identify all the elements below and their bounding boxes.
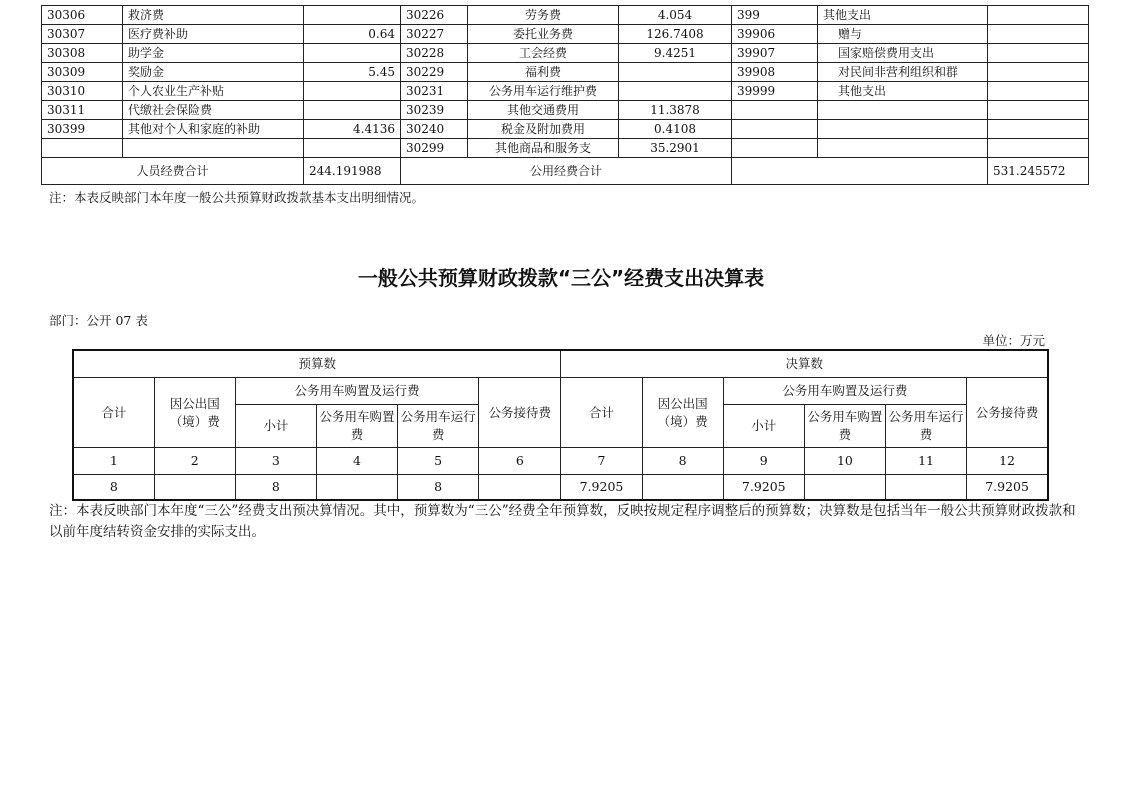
detail-table-row — [42, 139, 1089, 158]
amount-cell — [988, 82, 1089, 101]
column-number-cell: 5 — [398, 448, 479, 475]
column-number-cell: 9 — [723, 448, 804, 475]
personnel-total-label: 人员经费合计 — [42, 158, 304, 185]
value-cell: 8 — [73, 475, 154, 501]
column-number-cell: 1 — [73, 448, 154, 475]
item-name-cell: 医疗费补助 — [123, 25, 304, 44]
amount-cell — [304, 101, 401, 120]
value-cell — [316, 475, 397, 501]
amount-cell: 35.2901 — [619, 139, 732, 158]
value-cell — [154, 475, 235, 501]
amount-cell — [304, 82, 401, 101]
detail-table-row — [42, 82, 1089, 101]
budget-car-purchase-header: 公务用车购置费 — [316, 405, 397, 448]
amount-cell — [619, 63, 732, 82]
econ-code-cell: 30307 — [42, 25, 123, 44]
econ-code-cell: 39906 — [732, 25, 818, 44]
item-name-cell: 助学金 — [123, 44, 304, 63]
amount-cell — [619, 82, 732, 101]
amount-cell — [988, 6, 1089, 25]
sangong-expenditure-table — [72, 349, 1049, 501]
econ-code-cell: 30310 — [42, 82, 123, 101]
detail-table-note: 注：本表反映部门本年度一般公共预算财政拨款基本支出明细情况。 — [49, 190, 425, 205]
value-cell — [804, 475, 885, 501]
amount-cell: 0.64 — [304, 25, 401, 44]
budget-reception-header: 公务接待费 — [479, 378, 561, 448]
econ-code-cell: 39907 — [732, 44, 818, 63]
detail-table-row — [42, 6, 1089, 25]
item-name-cell: 救济费 — [123, 6, 304, 25]
econ-code-cell: 30228 — [401, 44, 468, 63]
detail-table-row — [42, 63, 1089, 82]
item-name-cell: 劳务费 — [468, 6, 619, 25]
value-cell: 7.9205 — [561, 475, 642, 501]
sangong-table-note: 注：本表反映部门本年度“三公”经费支出预决算情况。其中，预算数为“三公”经费全年预算数，反映按规定程序调整后的预算数；决算数是包括当年一般公共预算财政拨款和以前年度结转资金安排的实际支出。 — [49, 503, 1076, 540]
econ-code-cell: 30308 — [42, 44, 123, 63]
budget-header: 预算数 — [73, 350, 561, 378]
public-total-spacer — [732, 158, 988, 185]
header-row-1 — [73, 350, 1048, 378]
amount-cell — [988, 63, 1089, 82]
econ-code-cell: 30231 — [401, 82, 468, 101]
item-name-cell: 其他交通费用 — [468, 101, 619, 120]
value-cell — [885, 475, 966, 501]
detail-table-body — [42, 6, 1089, 158]
econ-code-cell: 30227 — [401, 25, 468, 44]
value-cell: 8 — [398, 475, 479, 501]
item-name-cell — [818, 139, 988, 158]
item-name-cell — [818, 101, 988, 120]
amount-cell: 4.4136 — [304, 120, 401, 139]
item-name-cell: 个人农业生产补贴 — [123, 82, 304, 101]
public-total-label: 公用经费合计 — [401, 158, 732, 185]
department-label: 部门：公开 07 表 — [49, 313, 148, 328]
budget-car-run-header: 公务用车运行费 — [398, 405, 479, 448]
item-name-cell: 代缴社会保险费 — [123, 101, 304, 120]
amount-cell — [304, 139, 401, 158]
item-name-cell — [123, 139, 304, 158]
econ-code-cell: 39908 — [732, 63, 818, 82]
amount-cell: 0.4108 — [619, 120, 732, 139]
column-number-cell: 8 — [642, 448, 723, 475]
econ-code-cell: 30240 — [401, 120, 468, 139]
econ-code-cell — [42, 139, 123, 158]
amount-cell: 4.054 — [619, 6, 732, 25]
personnel-total-value: 244.191988 — [304, 158, 401, 185]
budget-abroad-header: 因公出国（境）费 — [154, 378, 235, 448]
final-reception-header: 公务接待费 — [967, 378, 1048, 448]
econ-code-cell: 39999 — [732, 82, 818, 101]
econ-code-cell: 30229 — [401, 63, 468, 82]
amount-cell — [304, 6, 401, 25]
item-name-cell: 国家赔偿费用支出 — [818, 44, 988, 63]
amount-cell: 11.3878 — [619, 101, 732, 120]
econ-code-cell: 399 — [732, 6, 818, 25]
value-cell: 8 — [235, 475, 316, 501]
column-number-row — [73, 448, 1048, 475]
basic-expenditure-detail-table — [41, 5, 1089, 185]
item-name-cell: 福利费 — [468, 63, 619, 82]
column-number-cell: 11 — [885, 448, 966, 475]
column-number-cell: 2 — [154, 448, 235, 475]
value-cell: 7.9205 — [967, 475, 1048, 501]
detail-total-row — [42, 158, 1089, 185]
econ-code-cell: 30399 — [42, 120, 123, 139]
final-car-purchase-header: 公务用车购置费 — [804, 405, 885, 448]
column-number-cell: 7 — [561, 448, 642, 475]
econ-code-cell: 30226 — [401, 6, 468, 25]
final-car-run-header: 公务用车运行费 — [885, 405, 966, 448]
item-name-cell: 其他商品和服务支 — [468, 139, 619, 158]
econ-code-cell: 30306 — [42, 6, 123, 25]
budget-car-group-header: 公务用车购置及运行费 — [235, 378, 478, 405]
page-title: 一般公共预算财政拨款“三公”经费支出决算表 — [357, 266, 765, 290]
item-name-cell: 委托业务费 — [468, 25, 619, 44]
column-number-cell: 4 — [316, 448, 397, 475]
amount-cell — [988, 44, 1089, 63]
amount-cell — [304, 44, 401, 63]
final-total-header: 合计 — [561, 378, 642, 448]
column-number-cell: 12 — [967, 448, 1048, 475]
value-row — [73, 475, 1048, 501]
detail-table-row — [42, 101, 1089, 120]
amount-cell: 5.45 — [304, 63, 401, 82]
item-name-cell: 其他支出 — [818, 6, 988, 25]
final-car-group-header: 公务用车购置及运行费 — [723, 378, 966, 405]
value-cell: 7.9205 — [723, 475, 804, 501]
budget-subtotal-header: 小计 — [235, 405, 316, 448]
detail-table-row — [42, 120, 1089, 139]
item-name-cell: 公务用车运行维护费 — [468, 82, 619, 101]
unit-label: 单位：万元 — [982, 333, 1045, 348]
item-name-cell: 赠与 — [818, 25, 988, 44]
item-name-cell: 对民间非营利组织和群 — [818, 63, 988, 82]
econ-code-cell — [732, 101, 818, 120]
item-name-cell — [818, 120, 988, 139]
final-subtotal-header: 小计 — [723, 405, 804, 448]
item-name-cell: 工会经费 — [468, 44, 619, 63]
final-abroad-header: 因公出国（境）费 — [642, 378, 723, 448]
detail-table-row — [42, 44, 1089, 63]
column-number-cell: 3 — [235, 448, 316, 475]
amount-cell — [988, 139, 1089, 158]
public-total-value: 531.245572 — [988, 158, 1089, 185]
amount-cell: 9.4251 — [619, 44, 732, 63]
header-row-2 — [73, 378, 1048, 405]
item-name-cell: 其他支出 — [818, 82, 988, 101]
econ-code-cell: 30239 — [401, 101, 468, 120]
amount-cell — [988, 101, 1089, 120]
item-name-cell: 奖励金 — [123, 63, 304, 82]
item-name-cell: 税金及附加费用 — [468, 120, 619, 139]
value-cell — [479, 475, 561, 501]
amount-cell: 126.7408 — [619, 25, 732, 44]
amount-cell — [988, 25, 1089, 44]
econ-code-cell — [732, 139, 818, 158]
amount-cell — [988, 120, 1089, 139]
column-number-cell: 10 — [804, 448, 885, 475]
econ-code-cell: 30309 — [42, 63, 123, 82]
value-cell — [642, 475, 723, 501]
column-number-cell: 6 — [479, 448, 561, 475]
final-header: 决算数 — [561, 350, 1048, 378]
econ-code-cell: 30311 — [42, 101, 123, 120]
budget-total-header: 合计 — [73, 378, 154, 448]
item-name-cell: 其他对个人和家庭的补助 — [123, 120, 304, 139]
detail-table-row — [42, 25, 1089, 44]
econ-code-cell: 30299 — [401, 139, 468, 158]
econ-code-cell — [732, 120, 818, 139]
